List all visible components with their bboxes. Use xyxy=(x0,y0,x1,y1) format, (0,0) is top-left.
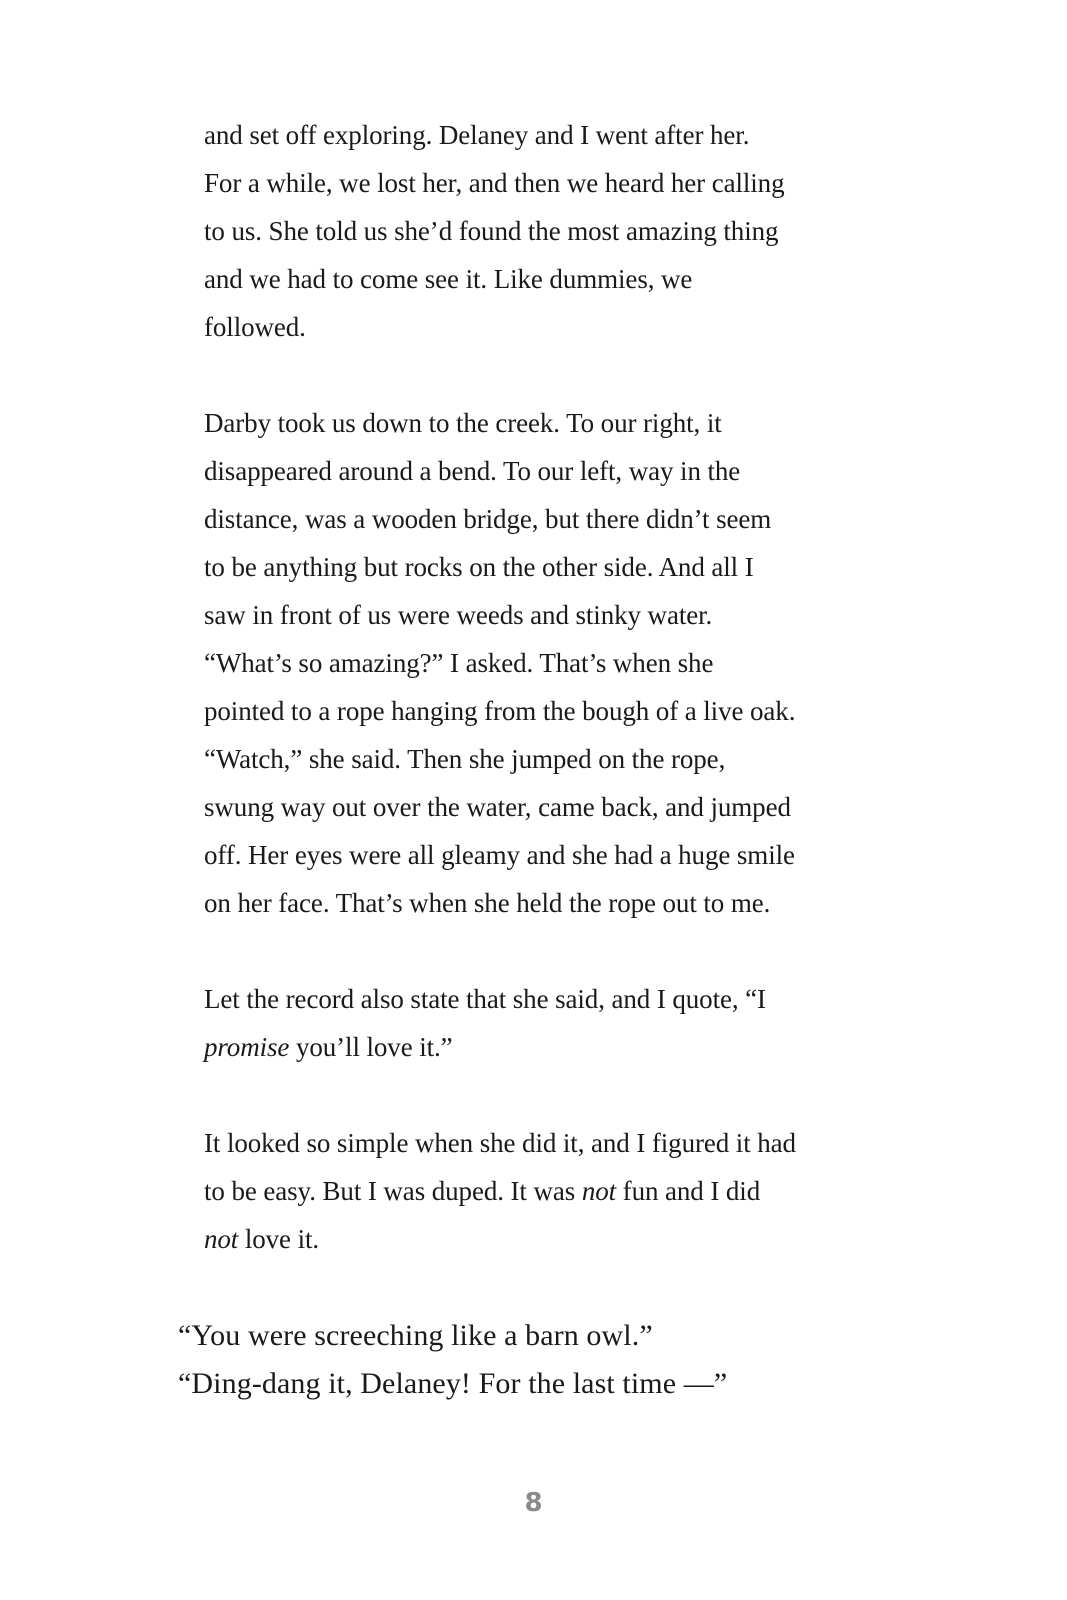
journal-line: pointed to a rope hanging from the bough of a live oak. xyxy=(204,696,796,726)
journal-text: love it. xyxy=(238,1224,320,1254)
journal-line: saw in front of us were weeds and stinky water. xyxy=(204,600,713,630)
journal-line: “What’s so amazing?” I asked. That’s when she xyxy=(204,648,714,678)
journal-line: distance, was a wooden bridge, but there didn’t seem xyxy=(204,504,772,534)
journal-line: off. Her eyes were all gleamy and she had a huge smile xyxy=(204,840,795,870)
journal-line xyxy=(204,1176,760,1206)
emphasis-text: not xyxy=(581,1176,617,1206)
journal-line: followed. xyxy=(204,312,306,342)
emphasis-text: not xyxy=(204,1224,239,1254)
journal-line: It looked so simple when she did it, and I figured it had xyxy=(204,1128,796,1158)
journal-line: to be anything but rocks on the other side. And all I xyxy=(204,552,754,582)
journal-text: fun and I did xyxy=(616,1176,761,1206)
page-number: 8 xyxy=(524,1488,543,1518)
dialogue-line: “Ding-dang it, Delaney! For the last time —” xyxy=(178,1367,728,1400)
journal-line: “Watch,” she said. Then she jumped on the rope, xyxy=(204,744,726,774)
journal-text: to be easy. But I was duped. It was xyxy=(204,1176,582,1206)
journal-line: Let the record also state that she said, and I quote, “I xyxy=(204,984,766,1014)
journal-line: Darby took us down to the creek. To our right, it xyxy=(204,408,722,438)
journal-line xyxy=(204,1032,453,1062)
journal-line: For a while, we lost her, and then we heard her calling xyxy=(204,168,785,198)
journal-text: you’ll love it.” xyxy=(289,1032,453,1062)
journal-line: and we had to come see it. Like dummies, we xyxy=(204,264,693,294)
emphasis-text: promise xyxy=(204,1032,290,1062)
dialogue-line: “You were screeching like a barn owl.” xyxy=(178,1319,653,1352)
journal-line: on her face. That’s when she held the rope out to me. xyxy=(204,888,771,918)
journal-line: swung way out over the water, came back, and jumped xyxy=(204,792,791,822)
journal-line: to us. She told us she’d found the most amazing thing xyxy=(204,216,779,246)
journal-line: disappeared around a bend. To our left, way in the xyxy=(204,456,741,486)
journal-line xyxy=(204,1224,319,1254)
journal-line: and set off exploring. Delaney and I went after her. xyxy=(204,120,750,150)
